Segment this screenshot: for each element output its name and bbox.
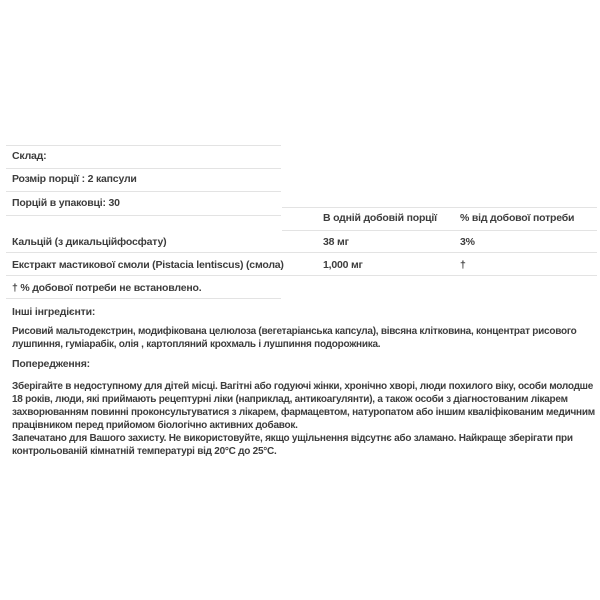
divider-top-4 xyxy=(6,215,281,216)
divider-header-bottom xyxy=(282,230,597,231)
divider-row-mastic xyxy=(6,275,597,276)
servings-per-container-label: Порцій в упаковці: 30 xyxy=(12,197,120,209)
divider-top-3 xyxy=(6,191,281,192)
divider-row-calcium xyxy=(6,252,597,253)
ingredient-dv-calcium: 3% xyxy=(460,236,475,248)
warnings-paragraph-seal-and-temperature: Запечатано для Вашого захисту. Не використовуйте, якщо ущільнення відсутнє або зламано. Найкраще зберігати при контрольованій кімнатній температурі від 20°C до 25°C. xyxy=(12,433,573,457)
divider-footnote xyxy=(6,298,281,299)
warnings-text xyxy=(12,380,598,458)
column-header-daily-value: % від добової потреби xyxy=(460,212,575,224)
ingredient-amount-calcium: 38 мг xyxy=(323,236,349,248)
divider-header-top xyxy=(282,207,597,208)
column-header-amount-per-serving: В одній добовій порції xyxy=(323,212,437,224)
other-ingredients-text: Рисовий мальтодекстрин, модифікована целюлоза (вегетаріанська капсула), вівсяна клітковина, концентрат рисового лушпиння, гуміарабік, олія , картопляний крохмаль і лушпиння подорожника. xyxy=(12,326,577,350)
divider-top-1 xyxy=(6,145,281,146)
ingredient-name-calcium: Кальцій (з дикальційфосфату) xyxy=(12,236,167,248)
divider-top-2 xyxy=(6,168,281,169)
other-ingredients-heading: Інші інгредієнти: xyxy=(12,306,96,318)
composition-label: Склад: xyxy=(12,150,47,162)
warnings-heading: Попередження: xyxy=(12,358,90,370)
ingredient-name-mastic-gum: Екстракт мастикової смоли (Pistacia lentiscus) (смола) xyxy=(12,259,284,271)
ingredient-amount-mastic-gum: 1,000 мг xyxy=(323,259,363,271)
ingredient-dv-mastic-gum: † xyxy=(460,259,466,271)
warnings-paragraph-storage-and-consult: Зберігайте в недоступному для дітей місці. Вагітні або годуючі жінки, хронічно хворі, люди похилого віку, особи молодше 18 років, люди, які приймають рецептурні ліки (наприклад, антикоагулянти), а також особи з діагностованим лікарем захворюванням повинні проконсультуватися з лікарем, фармацевтом, натуропатом або іншим кваліфікованим медичним працівником перед прийомом біологічно активних добавок. xyxy=(12,381,595,431)
daily-value-footnote: † % добової потреби не встановлено. xyxy=(12,282,202,294)
serving-size-label: Розмір порції : 2 капсули xyxy=(12,173,137,185)
